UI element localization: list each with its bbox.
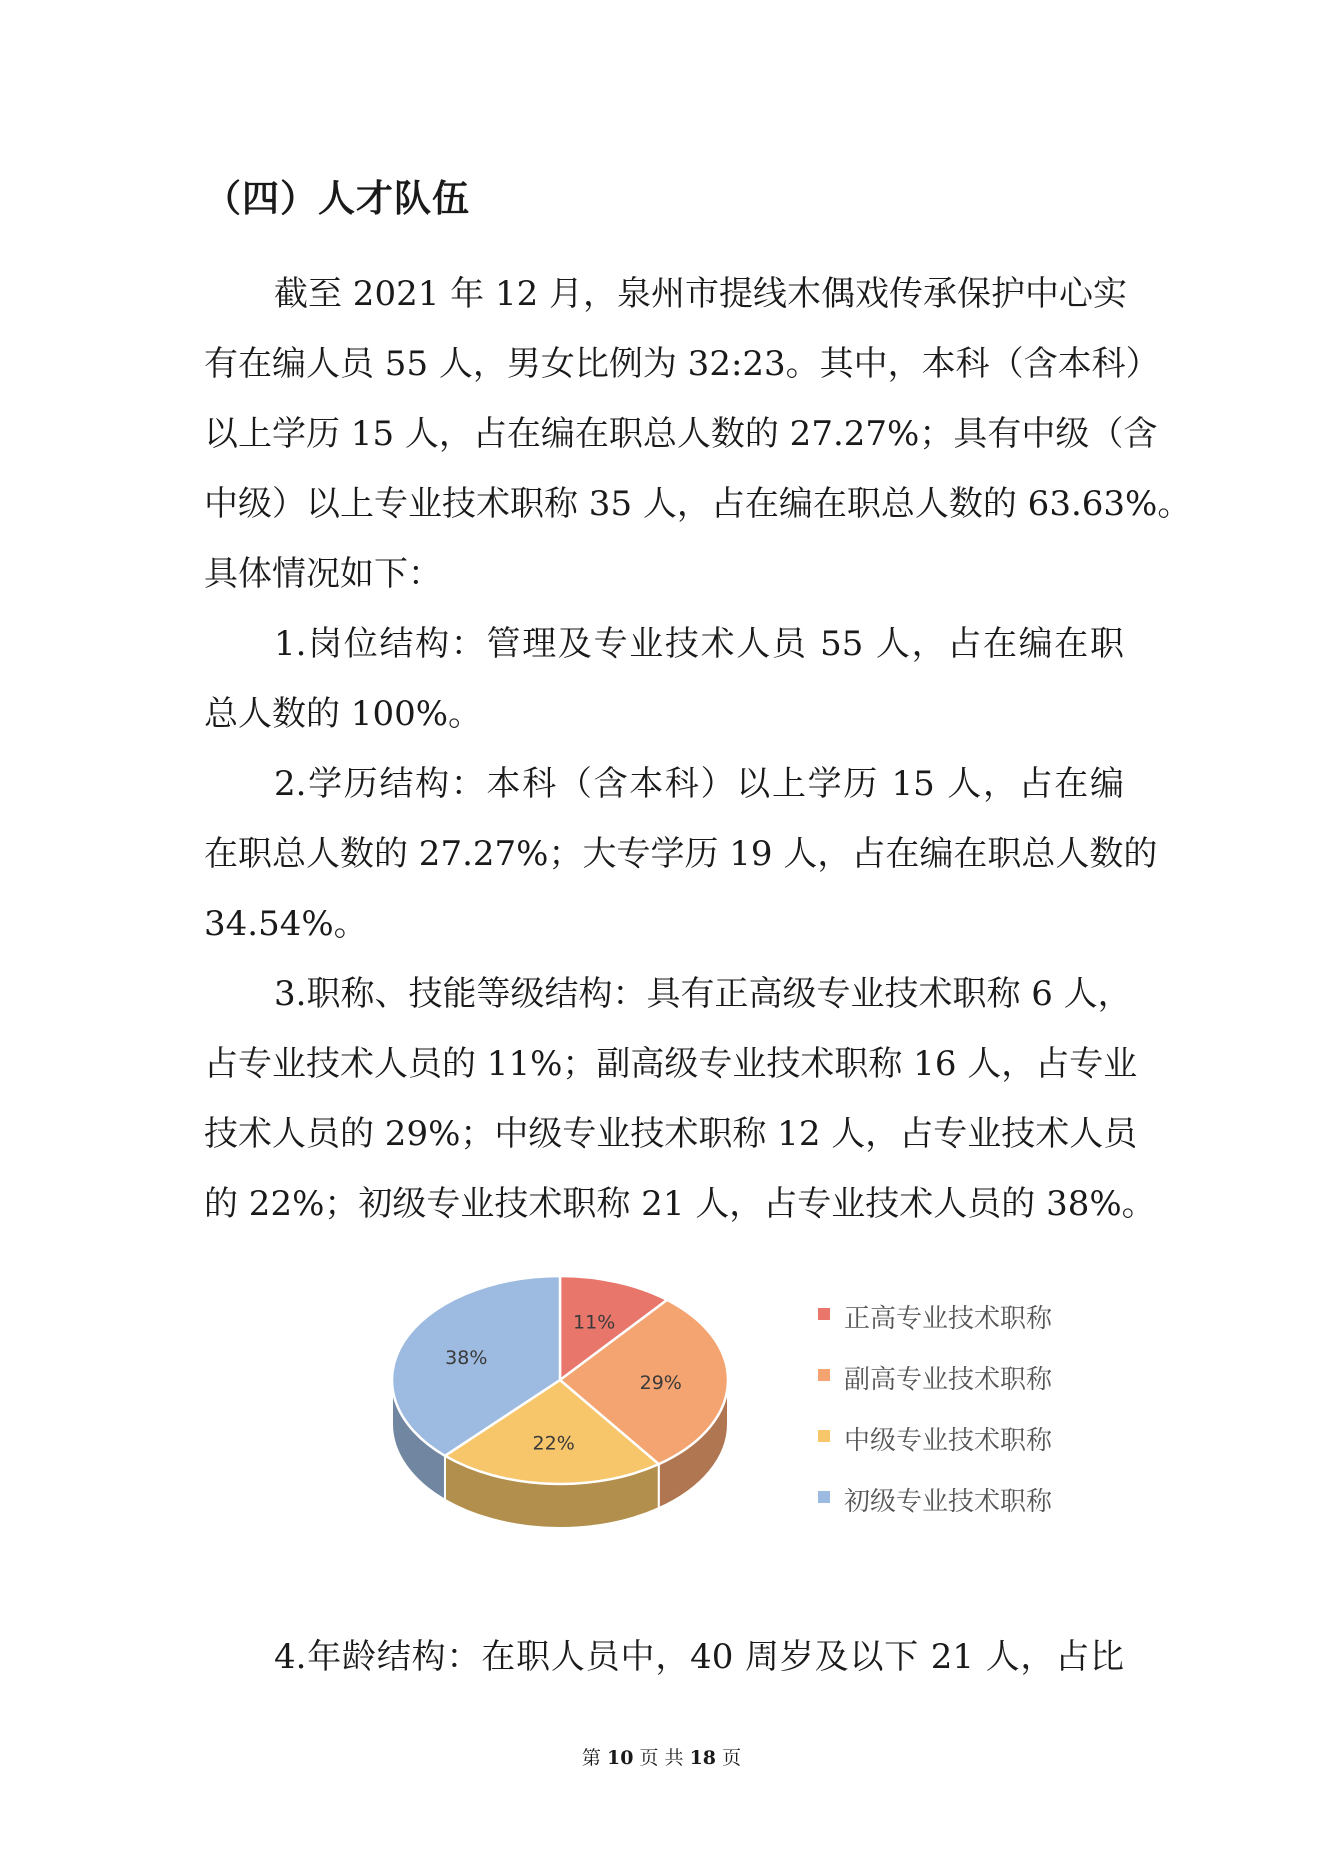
- legend-label: 中级专业技术职称: [844, 1426, 1053, 1456]
- paragraph-line: 34.54%。: [204, 904, 368, 944]
- page-footer: [0, 1743, 1323, 1770]
- legend-swatch: [818, 1430, 830, 1442]
- pie-label-3: 22%: [532, 1432, 575, 1455]
- paragraph-line: 中级）以上专业技术职称 35 人，占在编在职总人数的 63.63%。: [204, 484, 1192, 524]
- pie-label-2: 29%: [639, 1371, 682, 1394]
- paragraph-line: 总人数的 100%。: [204, 694, 483, 734]
- pie-label-1: 11%: [573, 1311, 616, 1334]
- paragraph-line: 在职总人数的 27.27%；大专学历 19 人，占在编在职总人数的: [204, 834, 1158, 874]
- legend-label: 初级专业技术职称: [844, 1487, 1053, 1517]
- footer-suffix: 页: [722, 1747, 742, 1769]
- legend-swatch: [818, 1491, 830, 1503]
- paragraph-line: 具体情况如下：: [204, 554, 442, 594]
- legend-swatch: [818, 1369, 830, 1381]
- section-heading: （四）人才队伍: [204, 177, 470, 220]
- footer-prefix: 第: [581, 1747, 601, 1769]
- footer-page-number: 10: [606, 1747, 634, 1769]
- title-pie-chart: [340, 1270, 1100, 1560]
- paragraph-line: 3.职称、技能等级结构：具有正高级专业技术职称 6 人，: [274, 974, 1132, 1014]
- pie-label-4: 38%: [445, 1347, 488, 1370]
- paragraph-line: 以上学历 15 人，占在编在职总人数的 27.27%；具有中级（含: [204, 414, 1158, 454]
- legend-label: 正高专业技术职称: [844, 1304, 1053, 1334]
- pie-chart-plot: [340, 1270, 780, 1560]
- paragraph-line: 的 22%；初级专业技术职称 21 人，占专业技术人员的 38%。: [204, 1184, 1156, 1224]
- paragraph-line: 2.学历结构：本科（含本科）以上学历 15 人，占在编: [274, 764, 1124, 804]
- paragraph-line: 有在编人员 55 人，男女比例为 32:23。其中，本科（含本科）: [204, 344, 1160, 384]
- paragraph-line: 截至 2021 年 12 月，泉州市提线木偶戏传承保护中心实: [274, 274, 1128, 314]
- paragraph-line: 4.年龄结构：在职人员中，40 周岁及以下 21 人，占比: [274, 1637, 1124, 1677]
- paragraph-line: 1.岗位结构：管理及专业技术人员 55 人，占在编在职: [274, 624, 1124, 664]
- footer-middle: 页 共: [639, 1747, 684, 1769]
- paragraph-line: 技术人员的 29%；中级专业技术职称 12 人，占专业技术人员: [204, 1114, 1138, 1154]
- footer-page-total: 18: [689, 1747, 717, 1769]
- paragraph-line: 占专业技术人员的 11%；副高级专业技术职称 16 人，占专业: [204, 1044, 1138, 1084]
- legend-label: 副高专业技术职称: [844, 1365, 1053, 1395]
- legend-swatch: [818, 1308, 830, 1320]
